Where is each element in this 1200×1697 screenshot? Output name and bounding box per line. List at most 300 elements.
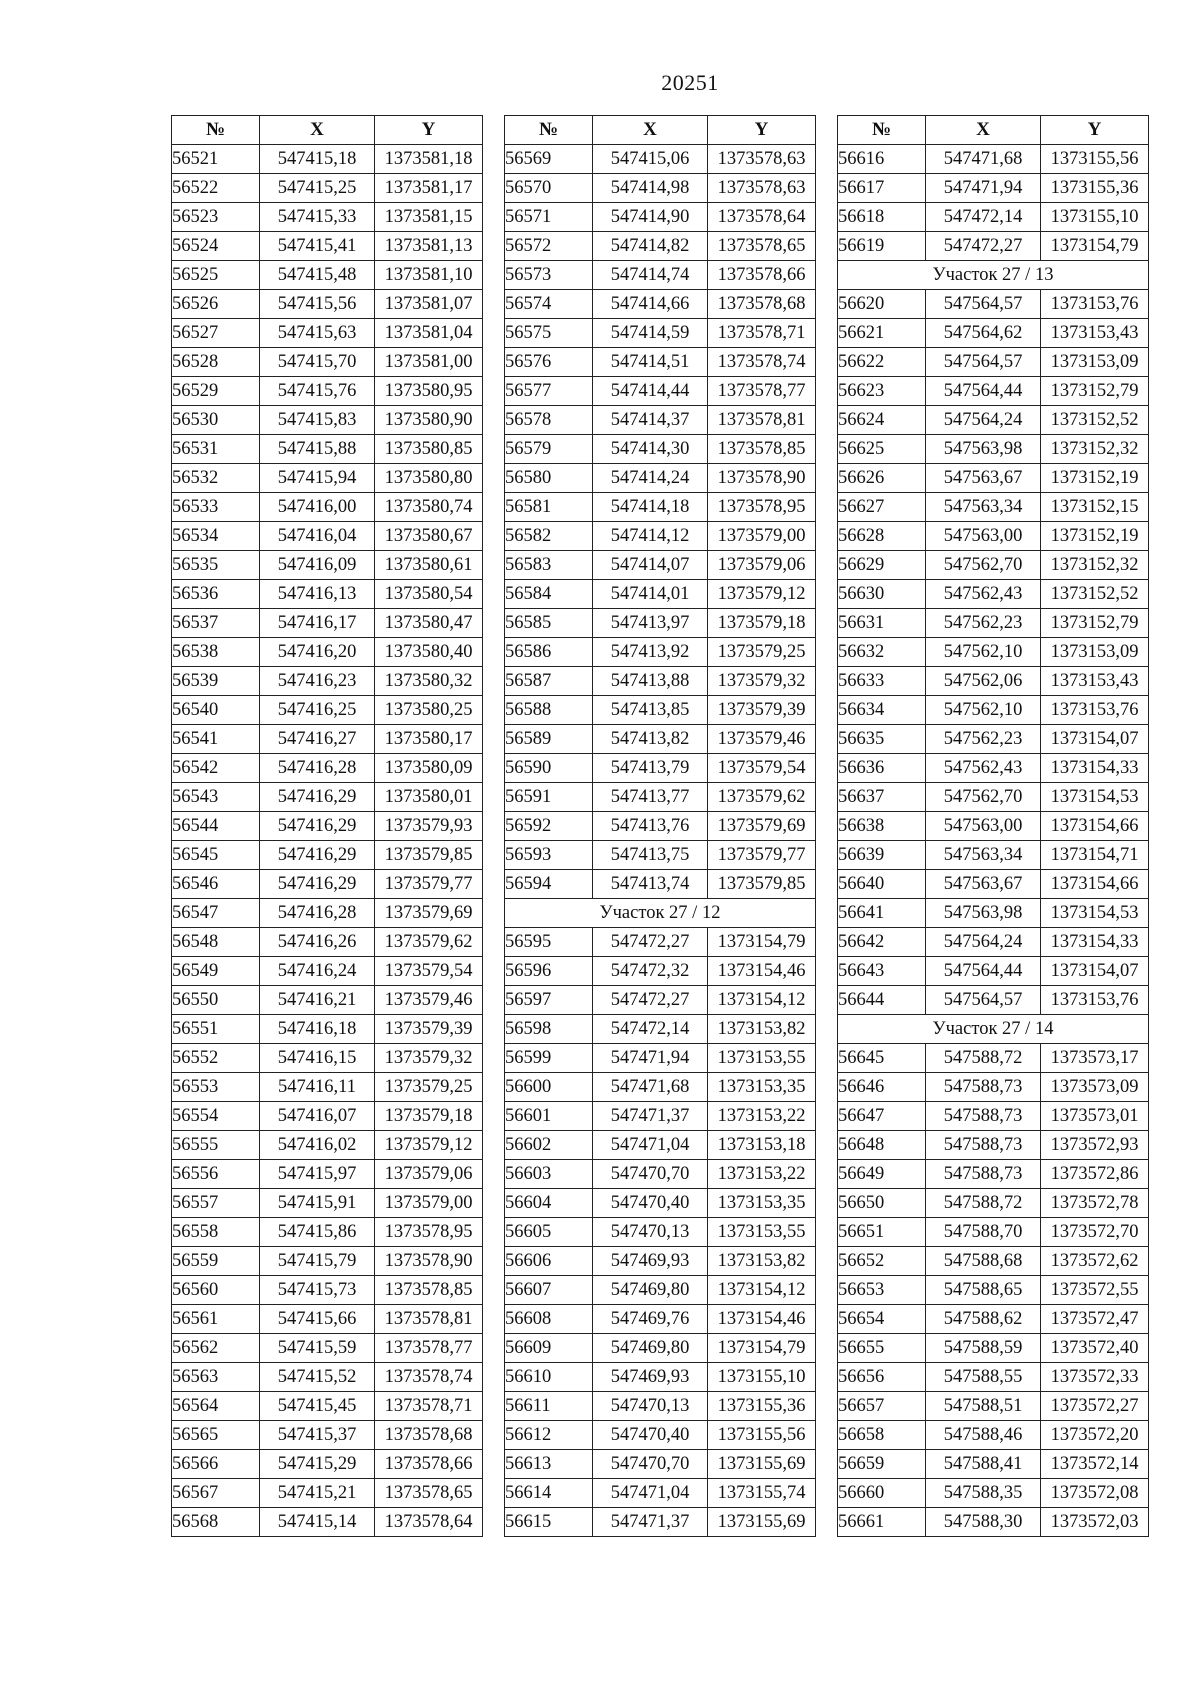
y-coordinate-cell: 1373579,46	[708, 725, 816, 754]
y-coordinate-cell: 1373153,22	[708, 1160, 816, 1189]
y-coordinate-cell: 1373153,43	[1041, 319, 1149, 348]
y-coordinate-cell: 1373580,40	[375, 638, 483, 667]
y-coordinate-cell: 1373154,12	[708, 1276, 816, 1305]
point-number-cell: 56558	[172, 1218, 260, 1247]
point-number-cell: 56637	[838, 783, 926, 812]
coordinates-table-3	[837, 115, 1149, 1537]
x-coordinate-cell: 547413,74	[593, 870, 708, 899]
table-row	[505, 1218, 816, 1247]
table-row	[505, 1102, 816, 1131]
point-number-cell: 56525	[172, 261, 260, 290]
table-row	[172, 232, 483, 261]
point-number-cell: 56646	[838, 1073, 926, 1102]
point-number-cell: 56545	[172, 841, 260, 870]
point-number-cell: 56532	[172, 464, 260, 493]
x-coordinate-cell: 547415,63	[260, 319, 375, 348]
y-coordinate-cell: 1373579,25	[708, 638, 816, 667]
y-coordinate-cell: 1373578,90	[375, 1247, 483, 1276]
point-number-cell: 56572	[505, 232, 593, 261]
x-coordinate-cell: 547470,13	[593, 1218, 708, 1247]
y-coordinate-cell: 1373580,90	[375, 406, 483, 435]
x-coordinate-cell: 547413,79	[593, 754, 708, 783]
x-coordinate-cell: 547563,98	[926, 899, 1041, 928]
point-number-cell: 56534	[172, 522, 260, 551]
x-coordinate-cell: 547415,06	[593, 145, 708, 174]
table-row	[838, 1508, 1149, 1537]
table-row	[838, 1247, 1149, 1276]
x-coordinate-cell: 547588,73	[926, 1102, 1041, 1131]
table-row	[838, 754, 1149, 783]
table-row	[505, 174, 816, 203]
table-header-row	[505, 116, 816, 145]
x-coordinate-cell: 547415,73	[260, 1276, 375, 1305]
y-coordinate-cell: 1373154,46	[708, 957, 816, 986]
x-coordinate-cell: 547413,76	[593, 812, 708, 841]
x-coordinate-cell: 547415,18	[260, 145, 375, 174]
y-coordinate-cell: 1373572,08	[1041, 1479, 1149, 1508]
x-coordinate-cell: 547470,40	[593, 1421, 708, 1450]
table-row	[838, 464, 1149, 493]
x-coordinate-cell: 547564,44	[926, 377, 1041, 406]
y-coordinate-cell: 1373580,95	[375, 377, 483, 406]
y-coordinate-cell: 1373152,15	[1041, 493, 1149, 522]
x-coordinate-cell: 547564,24	[926, 928, 1041, 957]
point-number-cell: 56648	[838, 1131, 926, 1160]
x-coordinate-cell: 547563,98	[926, 435, 1041, 464]
table-row	[172, 609, 483, 638]
point-number-cell: 56635	[838, 725, 926, 754]
point-number-cell: 56585	[505, 609, 593, 638]
point-number-cell: 56596	[505, 957, 593, 986]
point-number-cell: 56628	[838, 522, 926, 551]
y-coordinate-cell: 1373152,19	[1041, 464, 1149, 493]
x-coordinate-cell: 547472,32	[593, 957, 708, 986]
table-row	[838, 1363, 1149, 1392]
y-coordinate-cell: 1373579,69	[375, 899, 483, 928]
x-coordinate-cell: 547414,24	[593, 464, 708, 493]
y-coordinate-cell: 1373579,77	[375, 870, 483, 899]
x-coordinate-cell: 547414,59	[593, 319, 708, 348]
table-row	[172, 1247, 483, 1276]
y-coordinate-cell: 1373579,62	[375, 928, 483, 957]
table-row	[505, 1392, 816, 1421]
x-coordinate-cell: 547416,29	[260, 870, 375, 899]
x-coordinate-cell: 547562,43	[926, 754, 1041, 783]
table-row	[838, 1392, 1149, 1421]
y-coordinate-cell: 1373578,74	[708, 348, 816, 377]
table-row	[172, 812, 483, 841]
point-number-cell: 56641	[838, 899, 926, 928]
x-coordinate-cell: 547415,21	[260, 1479, 375, 1508]
y-coordinate-cell: 1373578,71	[375, 1392, 483, 1421]
table-row	[838, 841, 1149, 870]
table-row	[172, 1421, 483, 1450]
y-coordinate-cell: 1373578,71	[708, 319, 816, 348]
x-coordinate-cell: 547416,25	[260, 696, 375, 725]
table-row	[838, 1305, 1149, 1334]
table-row	[505, 1363, 816, 1392]
y-coordinate-cell: 1373579,25	[375, 1073, 483, 1102]
point-number-cell: 56623	[838, 377, 926, 406]
y-coordinate-cell: 1373572,40	[1041, 1334, 1149, 1363]
x-coordinate-cell: 547471,68	[593, 1073, 708, 1102]
x-coordinate-cell: 547562,10	[926, 638, 1041, 667]
y-coordinate-cell: 1373579,77	[708, 841, 816, 870]
y-coordinate-cell: 1373155,56	[708, 1421, 816, 1450]
x-coordinate-cell: 547416,28	[260, 899, 375, 928]
point-number-cell: 56579	[505, 435, 593, 464]
table-row	[505, 1247, 816, 1276]
y-coordinate-cell: 1373155,56	[1041, 145, 1149, 174]
y-coordinate-cell: 1373578,66	[708, 261, 816, 290]
point-number-cell: 56592	[505, 812, 593, 841]
table-row	[172, 1276, 483, 1305]
table-row	[505, 783, 816, 812]
point-number-cell: 56584	[505, 580, 593, 609]
table-row	[172, 377, 483, 406]
point-number-cell: 56614	[505, 1479, 593, 1508]
y-coordinate-cell: 1373573,09	[1041, 1073, 1149, 1102]
point-number-cell: 56605	[505, 1218, 593, 1247]
table-row	[505, 551, 816, 580]
point-number-cell: 56535	[172, 551, 260, 580]
y-coordinate-cell: 1373578,95	[708, 493, 816, 522]
y-coordinate-cell: 1373154,53	[1041, 899, 1149, 928]
point-number-cell: 56583	[505, 551, 593, 580]
point-number-cell: 56647	[838, 1102, 926, 1131]
coordinates-table-1	[171, 115, 483, 1537]
table-row	[505, 464, 816, 493]
table-row	[172, 1305, 483, 1334]
x-coordinate-cell: 547415,14	[260, 1508, 375, 1537]
y-coordinate-cell: 1373581,00	[375, 348, 483, 377]
x-coordinate-cell: 547588,73	[926, 1073, 1041, 1102]
header-x: X	[260, 116, 375, 145]
section-title: Участок 27 / 13	[838, 261, 1149, 290]
x-coordinate-cell: 547470,40	[593, 1189, 708, 1218]
y-coordinate-cell: 1373153,55	[708, 1044, 816, 1073]
point-number-cell: 56538	[172, 638, 260, 667]
point-number-cell: 56571	[505, 203, 593, 232]
y-coordinate-cell: 1373154,33	[1041, 928, 1149, 957]
x-coordinate-cell: 547416,29	[260, 783, 375, 812]
table-row	[172, 1479, 483, 1508]
table-row	[838, 609, 1149, 638]
x-coordinate-cell: 547471,68	[926, 145, 1041, 174]
table-row	[838, 899, 1149, 928]
x-coordinate-cell: 547588,62	[926, 1305, 1041, 1334]
table-row	[505, 493, 816, 522]
x-coordinate-cell: 547413,75	[593, 841, 708, 870]
header-number: №	[172, 116, 260, 145]
x-coordinate-cell: 547414,82	[593, 232, 708, 261]
y-coordinate-cell: 1373154,66	[1041, 812, 1149, 841]
y-coordinate-cell: 1373579,18	[375, 1102, 483, 1131]
point-number-cell: 56602	[505, 1131, 593, 1160]
y-coordinate-cell: 1373572,33	[1041, 1363, 1149, 1392]
table-row	[838, 319, 1149, 348]
x-coordinate-cell: 547415,52	[260, 1363, 375, 1392]
x-coordinate-cell: 547414,74	[593, 261, 708, 290]
point-number-cell: 56617	[838, 174, 926, 203]
y-coordinate-cell: 1373580,17	[375, 725, 483, 754]
point-number-cell: 56574	[505, 290, 593, 319]
point-number-cell: 56573	[505, 261, 593, 290]
y-coordinate-cell: 1373579,69	[708, 812, 816, 841]
table-row	[838, 522, 1149, 551]
x-coordinate-cell: 547563,67	[926, 464, 1041, 493]
table-row	[505, 435, 816, 464]
table-header-row	[172, 116, 483, 145]
point-number-cell: 56625	[838, 435, 926, 464]
table-row	[838, 928, 1149, 957]
y-coordinate-cell: 1373572,55	[1041, 1276, 1149, 1305]
point-number-cell: 56559	[172, 1247, 260, 1276]
point-number-cell: 56611	[505, 1392, 593, 1421]
table-row	[172, 290, 483, 319]
y-coordinate-cell: 1373152,79	[1041, 377, 1149, 406]
point-number-cell: 56548	[172, 928, 260, 957]
point-number-cell: 56543	[172, 783, 260, 812]
y-coordinate-cell: 1373578,68	[375, 1421, 483, 1450]
header-y: Y	[1041, 116, 1149, 145]
y-coordinate-cell: 1373152,19	[1041, 522, 1149, 551]
x-coordinate-cell: 547588,55	[926, 1363, 1041, 1392]
y-coordinate-cell: 1373581,10	[375, 261, 483, 290]
table-row	[838, 493, 1149, 522]
point-number-cell: 56612	[505, 1421, 593, 1450]
y-coordinate-cell: 1373578,65	[375, 1479, 483, 1508]
table-row	[838, 1044, 1149, 1073]
x-coordinate-cell: 547416,18	[260, 1015, 375, 1044]
y-coordinate-cell: 1373579,06	[375, 1160, 483, 1189]
table-row	[505, 986, 816, 1015]
table-row	[172, 551, 483, 580]
point-number-cell: 56588	[505, 696, 593, 725]
point-number-cell: 56567	[172, 1479, 260, 1508]
y-coordinate-cell: 1373154,79	[1041, 232, 1149, 261]
table-row	[838, 232, 1149, 261]
point-number-cell: 56606	[505, 1247, 593, 1276]
table-row	[172, 696, 483, 725]
point-number-cell: 56593	[505, 841, 593, 870]
point-number-cell: 56553	[172, 1073, 260, 1102]
point-number-cell: 56654	[838, 1305, 926, 1334]
table-row	[172, 1218, 483, 1247]
y-coordinate-cell: 1373152,79	[1041, 609, 1149, 638]
point-number-cell: 56578	[505, 406, 593, 435]
point-number-cell: 56528	[172, 348, 260, 377]
point-number-cell: 56539	[172, 667, 260, 696]
section-title: Участок 27 / 14	[838, 1015, 1149, 1044]
point-number-cell: 56537	[172, 609, 260, 638]
x-coordinate-cell: 547469,80	[593, 1334, 708, 1363]
point-number-cell: 56546	[172, 870, 260, 899]
y-coordinate-cell: 1373155,10	[1041, 203, 1149, 232]
point-number-cell: 56599	[505, 1044, 593, 1073]
point-number-cell: 56660	[838, 1479, 926, 1508]
table-row	[838, 696, 1149, 725]
table-row	[505, 1073, 816, 1102]
point-number-cell: 56570	[505, 174, 593, 203]
y-coordinate-cell: 1373578,90	[708, 464, 816, 493]
x-coordinate-cell: 547416,09	[260, 551, 375, 580]
x-coordinate-cell: 547471,37	[593, 1508, 708, 1537]
x-coordinate-cell: 547415,29	[260, 1450, 375, 1479]
y-coordinate-cell: 1373581,18	[375, 145, 483, 174]
x-coordinate-cell: 547470,70	[593, 1450, 708, 1479]
x-coordinate-cell: 547564,62	[926, 319, 1041, 348]
x-coordinate-cell: 547414,66	[593, 290, 708, 319]
y-coordinate-cell: 1373153,82	[708, 1015, 816, 1044]
point-number-cell: 56531	[172, 435, 260, 464]
x-coordinate-cell: 547563,34	[926, 493, 1041, 522]
table-row	[505, 203, 816, 232]
point-number-cell: 56530	[172, 406, 260, 435]
table-row	[505, 1160, 816, 1189]
y-coordinate-cell: 1373580,80	[375, 464, 483, 493]
point-number-cell: 56562	[172, 1334, 260, 1363]
y-coordinate-cell: 1373153,22	[708, 1102, 816, 1131]
y-coordinate-cell: 1373572,47	[1041, 1305, 1149, 1334]
y-coordinate-cell: 1373578,95	[375, 1218, 483, 1247]
point-number-cell: 56555	[172, 1131, 260, 1160]
point-number-cell: 56652	[838, 1247, 926, 1276]
table-row	[838, 1450, 1149, 1479]
x-coordinate-cell: 547415,25	[260, 174, 375, 203]
point-number-cell: 56581	[505, 493, 593, 522]
point-number-cell: 56632	[838, 638, 926, 667]
section-row	[838, 261, 1149, 290]
point-number-cell: 56576	[505, 348, 593, 377]
table-row	[172, 1131, 483, 1160]
table-row	[838, 1189, 1149, 1218]
table-row	[838, 348, 1149, 377]
table-row	[838, 377, 1149, 406]
x-coordinate-cell: 547588,51	[926, 1392, 1041, 1421]
y-coordinate-cell: 1373579,00	[708, 522, 816, 551]
table-row	[505, 1305, 816, 1334]
point-number-cell: 56552	[172, 1044, 260, 1073]
y-coordinate-cell: 1373153,82	[708, 1247, 816, 1276]
x-coordinate-cell: 547564,57	[926, 290, 1041, 319]
x-coordinate-cell: 547416,04	[260, 522, 375, 551]
x-coordinate-cell: 547416,29	[260, 812, 375, 841]
y-coordinate-cell: 1373154,79	[708, 928, 816, 957]
x-coordinate-cell: 547413,82	[593, 725, 708, 754]
table-row	[172, 174, 483, 203]
table-row	[505, 1479, 816, 1508]
point-number-cell: 56526	[172, 290, 260, 319]
table-row	[505, 377, 816, 406]
x-coordinate-cell: 547469,93	[593, 1363, 708, 1392]
table-row	[172, 1015, 483, 1044]
x-coordinate-cell: 547416,29	[260, 841, 375, 870]
y-coordinate-cell: 1373578,64	[708, 203, 816, 232]
point-number-cell: 56626	[838, 464, 926, 493]
x-coordinate-cell: 547564,57	[926, 986, 1041, 1015]
point-number-cell: 56582	[505, 522, 593, 551]
x-coordinate-cell: 547416,23	[260, 667, 375, 696]
x-coordinate-cell: 547414,30	[593, 435, 708, 464]
x-coordinate-cell: 547469,76	[593, 1305, 708, 1334]
point-number-cell: 56568	[172, 1508, 260, 1537]
table-row	[838, 203, 1149, 232]
table-row	[505, 928, 816, 957]
x-coordinate-cell: 547562,23	[926, 609, 1041, 638]
y-coordinate-cell: 1373153,09	[1041, 638, 1149, 667]
table-row	[172, 754, 483, 783]
point-number-cell: 56549	[172, 957, 260, 986]
table-row	[172, 870, 483, 899]
table-row	[505, 1276, 816, 1305]
table-row	[172, 1392, 483, 1421]
y-coordinate-cell: 1373579,12	[375, 1131, 483, 1160]
point-number-cell: 56595	[505, 928, 593, 957]
point-number-cell: 56636	[838, 754, 926, 783]
y-coordinate-cell: 1373578,85	[375, 1276, 483, 1305]
table-row	[505, 957, 816, 986]
x-coordinate-cell: 547472,14	[926, 203, 1041, 232]
y-coordinate-cell: 1373578,68	[708, 290, 816, 319]
y-coordinate-cell: 1373581,07	[375, 290, 483, 319]
point-number-cell: 56565	[172, 1421, 260, 1450]
x-coordinate-cell: 547564,24	[926, 406, 1041, 435]
point-number-cell: 56622	[838, 348, 926, 377]
x-coordinate-cell: 547416,02	[260, 1131, 375, 1160]
section-row	[505, 899, 816, 928]
y-coordinate-cell: 1373578,77	[708, 377, 816, 406]
x-coordinate-cell: 547415,45	[260, 1392, 375, 1421]
x-coordinate-cell: 547415,79	[260, 1247, 375, 1276]
y-coordinate-cell: 1373153,76	[1041, 986, 1149, 1015]
point-number-cell: 56550	[172, 986, 260, 1015]
y-coordinate-cell: 1373572,62	[1041, 1247, 1149, 1276]
point-number-cell: 56643	[838, 957, 926, 986]
table-row	[505, 841, 816, 870]
y-coordinate-cell: 1373152,52	[1041, 580, 1149, 609]
point-number-cell: 56524	[172, 232, 260, 261]
table-row	[172, 580, 483, 609]
y-coordinate-cell: 1373580,09	[375, 754, 483, 783]
x-coordinate-cell: 547563,34	[926, 841, 1041, 870]
point-number-cell: 56633	[838, 667, 926, 696]
y-coordinate-cell: 1373152,32	[1041, 551, 1149, 580]
point-number-cell: 56594	[505, 870, 593, 899]
y-coordinate-cell: 1373152,52	[1041, 406, 1149, 435]
table-row	[172, 841, 483, 870]
x-coordinate-cell: 547416,24	[260, 957, 375, 986]
point-number-cell: 56536	[172, 580, 260, 609]
x-coordinate-cell: 547562,23	[926, 725, 1041, 754]
x-coordinate-cell: 547416,17	[260, 609, 375, 638]
point-number-cell: 56651	[838, 1218, 926, 1247]
x-coordinate-cell: 547415,83	[260, 406, 375, 435]
point-number-cell: 56598	[505, 1015, 593, 1044]
point-number-cell: 56541	[172, 725, 260, 754]
table-row	[838, 870, 1149, 899]
x-coordinate-cell: 547472,27	[593, 928, 708, 957]
table-row	[838, 435, 1149, 464]
y-coordinate-cell: 1373572,93	[1041, 1131, 1149, 1160]
y-coordinate-cell: 1373580,32	[375, 667, 483, 696]
x-coordinate-cell: 547415,48	[260, 261, 375, 290]
point-number-cell: 56629	[838, 551, 926, 580]
x-coordinate-cell: 547413,85	[593, 696, 708, 725]
table-row	[838, 1160, 1149, 1189]
table-row	[505, 1508, 816, 1537]
y-coordinate-cell: 1373580,01	[375, 783, 483, 812]
